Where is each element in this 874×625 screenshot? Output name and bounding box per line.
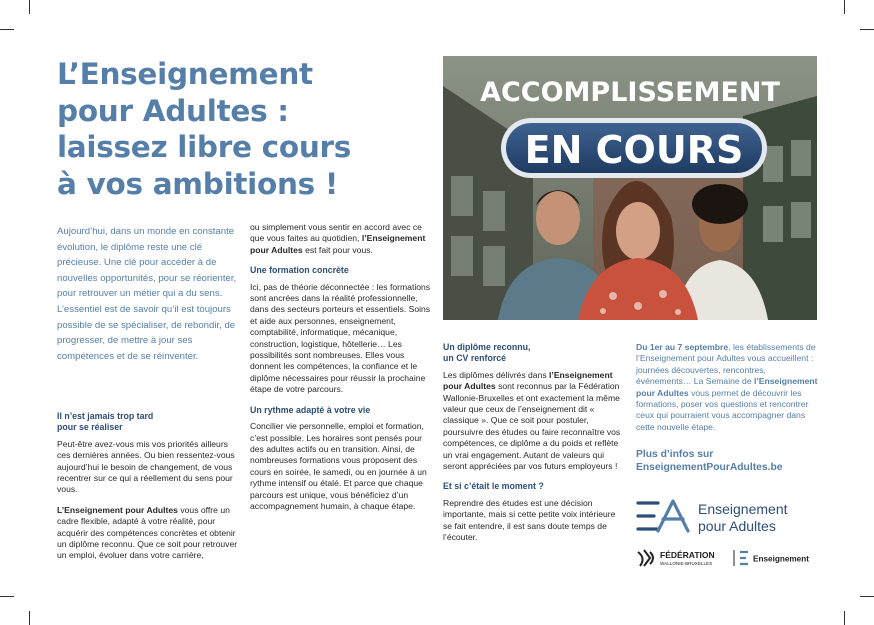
ea-logo	[636, 497, 826, 537]
hero-photo	[443, 56, 817, 320]
crop-mark-bl-h	[0, 596, 14, 597]
column-2-paragraph-0	[250, 222, 435, 256]
crop-mark-tl-h	[0, 29, 14, 30]
body-text: vous permet de découvrir les formations, poser vos questions et rencontrer ceux qui pourraient vous accompagner dans cette nouvelle étape.	[636, 387, 809, 432]
body-text: est fait pour vous.	[302, 244, 373, 255]
website-link[interactable]: EnseignementPourAdultes.be	[636, 462, 783, 473]
column-1-paragraph-2	[57, 505, 240, 562]
fwb-enseignement: Enseignement	[753, 554, 809, 564]
column-2	[250, 222, 435, 521]
moment-heading: Et si c’était le moment ?	[443, 481, 544, 492]
logo-line-1: Enseignement	[698, 501, 788, 517]
crop-mark-br-v	[844, 611, 845, 625]
fwb-sub: WALLONIE-BRUXELLES	[660, 561, 713, 566]
logo-line-2: pour Adultes	[698, 518, 776, 534]
column-3	[443, 342, 625, 553]
hero-photo-illustration	[443, 56, 817, 320]
bold-text: l’Enseignement pour Adultes	[443, 369, 613, 392]
body-text: , les établissements de l’Enseignement pour Adultes vous accueillent : journées découvertes, rencontres, événements… La Semaine de	[636, 342, 816, 387]
headline	[57, 56, 417, 202]
headline-line-3: laissez libre cours	[57, 130, 352, 164]
intro-paragraph: Aujourd’hui, dans un monde en constante évolution, le diplôme reste une clé précieuse. Une clé pour accéder à de nouvelles opportunités, pour se réorienter, pour retrouver un métier qui a du sens. L’essentiel est de savoir qu’il est toujours possible de se spécialiser, de rebondir, de progresser, de mettre à jour ses compétences et de se réinventer.	[57, 226, 237, 362]
formation-heading: Une formation concrète	[250, 265, 349, 276]
fwb-name: FÉDÉRATION	[660, 550, 715, 560]
semaine-paragraph	[636, 342, 818, 433]
headline-line-1: L’Enseignement	[57, 57, 313, 91]
headline-line-4: à vos ambitions !	[57, 166, 339, 201]
crop-mark-tr-v	[844, 0, 845, 14]
photo-title: ACCOMPLISSEMENT	[480, 77, 780, 108]
diplome-heading	[443, 342, 625, 365]
heading-line: pour se réaliser	[57, 422, 123, 433]
column-1-heading	[57, 411, 240, 434]
fwb-logo	[636, 548, 826, 568]
photo-badge: EN COURS	[524, 128, 744, 172]
rythme-heading: Un rythme adapté à votre vie	[250, 404, 371, 415]
bold-text: Du 1er au 7 septembre	[636, 342, 729, 352]
more-info	[636, 448, 826, 474]
column-1	[57, 411, 240, 571]
column-1-paragraph-1: Peut-être avez-vous mis vos priorités ailleurs ces dernières années. Ou bien ressentez-vous aujourd’hui le besoin de changement, de vous recentrer sur ce qui a réellement du sens pour vous.	[57, 438, 235, 495]
crop-mark-tl-v	[29, 0, 30, 14]
crop-mark-tr-h	[860, 29, 874, 30]
heading-line: Il n’est jamais trop tard	[57, 411, 154, 421]
crop-mark-br-h	[860, 596, 874, 597]
body-text: vous offre un cadre flexible, adapté à votre réalité, pour acquérir des compétences concrètes et obtenir un diplôme reconnu. Que ce soit pour retrouver un emploi, évoluer dans votre carrière,	[57, 504, 238, 561]
more-info-label: Plus d’infos sur	[636, 449, 714, 460]
headline-line-2: pour Adultes :	[57, 93, 289, 128]
body-text: ou simplement vous sentir en accord avec ce que vous faites au quotidien,	[250, 222, 422, 244]
heading-line: Un diplôme reconnu,	[443, 342, 531, 352]
body-text: Les diplômes délivrés dans	[443, 369, 550, 380]
crop-mark-bl-v	[29, 611, 30, 625]
bold-text: l’Enseignement pour Adultes	[250, 233, 426, 255]
moment-paragraph: Reprendre des études est une décision importante, mais si cette petite voix intérieure se fait entendre, il est sans doute temps de l’écouter.	[443, 497, 616, 543]
diplome-paragraph	[443, 370, 625, 473]
heading-line: un CV renforcé	[443, 353, 507, 364]
rythme-paragraph: Concilier vie personnelle, emploi et formation, c’est possible. Les horaires sont pensés pour des adultes actifs ou en transition. Ainsi, de nombreuses formations vous proposent des cours en soirée, le samedi, ou en journée à un rythme intensif ou étalé. Et parce que chaque parcours est unique, vous bénéficiez d’un accompagnement humain, à chaque étape.	[250, 421, 427, 511]
fwb-logo-mark	[636, 548, 826, 568]
body-text: sont reconnus par la Fédération Wallonie-Bruxelles et ont exactement la même valeur que ceux de l’enseignement dit « classique ». Que ce soit pour postuler, poursuivre des études ou faire reconnaître vos compétences, ce diplôme a du poids et reflète un vrai engagement. Autant de valeurs qui seront appréciées par vos futurs employeurs !	[443, 381, 621, 472]
bold-text: L’Enseignement pour Adultes	[57, 504, 178, 515]
bold-text: l’Enseignement pour Adultes	[636, 376, 818, 398]
ea-logo-mark	[636, 497, 826, 537]
column-4	[636, 342, 818, 442]
formation-paragraph: Ici, pas de théorie déconnectée : les formations sont ancrées dans la réalité professionnelle, dans des secteurs porteurs et essentiels. Soins et aide aux personnes, enseignement, comptabilité, informatique, mécanique, construction, logistique, hôtellerie… Les possibilités sont nombreuses. Elles vous donnent les compétences, la confiance et le diplôme nécessaires pour réussir la prochaine étape de votre parcours.	[250, 281, 431, 395]
